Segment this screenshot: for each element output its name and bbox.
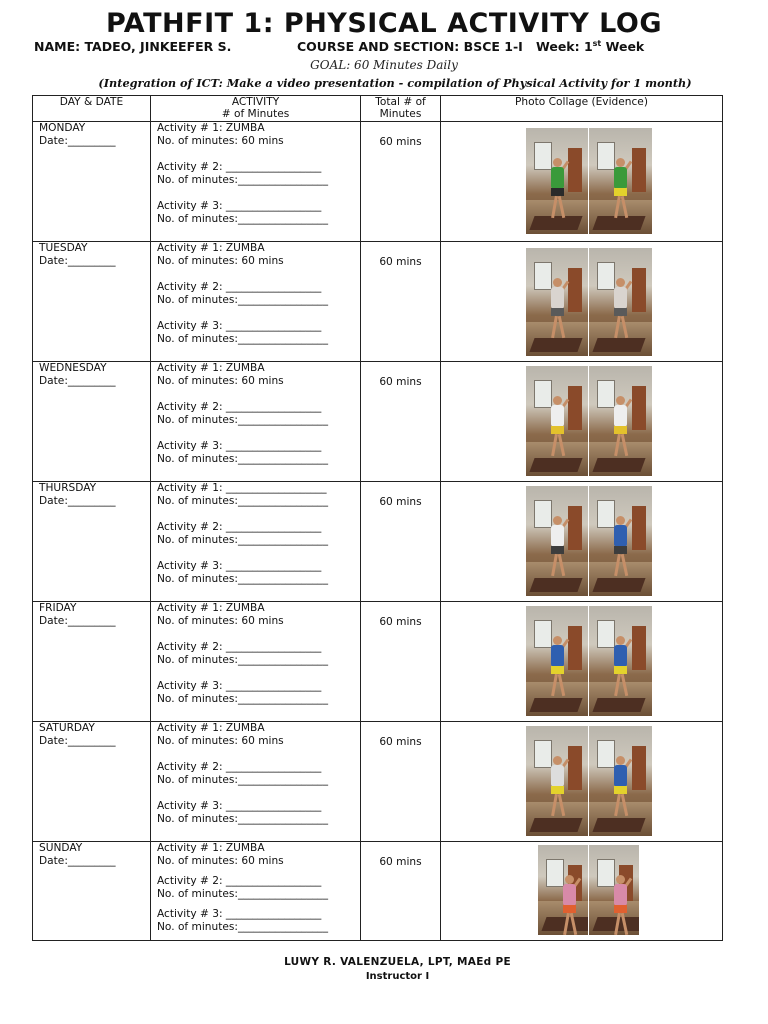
person-shorts bbox=[614, 308, 627, 316]
header-day-date: DAY & DATE bbox=[33, 96, 151, 122]
person-shorts bbox=[551, 666, 564, 674]
activity-1: Activity # 1: ZUMBA bbox=[157, 242, 265, 254]
window-shape bbox=[597, 620, 615, 648]
instructor-role: Instructor I bbox=[365, 971, 430, 982]
total-minutes-cell: 60 mins bbox=[361, 482, 441, 602]
total-minutes-cell: 60 mins bbox=[361, 842, 441, 941]
person-shirt bbox=[563, 884, 576, 906]
minutes-3: No. of minutes:_________________ bbox=[157, 813, 329, 825]
door-shape bbox=[632, 626, 646, 670]
person-head bbox=[553, 396, 562, 405]
photo-collage-cell bbox=[441, 722, 723, 842]
week-ordinal: st bbox=[592, 39, 602, 48]
door-shape bbox=[632, 506, 646, 550]
activity-2: Activity # 2: __________________ bbox=[157, 401, 322, 413]
activity-cell bbox=[151, 362, 361, 482]
activity-1: Activity # 1: ___________________ bbox=[157, 482, 327, 494]
window-shape bbox=[534, 620, 552, 648]
header-photo-collage: Photo Collage (Evidence) bbox=[441, 96, 723, 122]
window-shape bbox=[534, 500, 552, 528]
minutes-2: No. of minutes:_________________ bbox=[157, 774, 329, 786]
person-head bbox=[616, 158, 625, 167]
activity-3: Activity # 3: __________________ bbox=[157, 908, 322, 920]
activity-3: Activity # 3: __________________ bbox=[157, 320, 322, 332]
minutes-3: No. of minutes:_________________ bbox=[157, 693, 329, 705]
person-shirt bbox=[551, 167, 564, 189]
door-shape bbox=[568, 506, 582, 550]
rug-shape bbox=[529, 216, 582, 230]
photo-collage-cell bbox=[441, 362, 723, 482]
window-shape bbox=[597, 142, 615, 170]
window-shape bbox=[534, 142, 552, 170]
activity-cell bbox=[151, 602, 361, 722]
evidence-photo bbox=[526, 366, 588, 476]
day-name: FRIDAY bbox=[39, 602, 77, 614]
door-shape bbox=[568, 746, 582, 790]
minutes-1: No. of minutes: 60 mins bbox=[157, 135, 284, 147]
photo-collage bbox=[526, 486, 652, 596]
course-section: COURSE AND SECTION: BSCE 1-I bbox=[297, 39, 523, 54]
evidence-photo bbox=[589, 726, 652, 836]
door-shape bbox=[568, 268, 582, 312]
table-row bbox=[33, 242, 723, 362]
date-field: Date:_________ bbox=[39, 255, 116, 267]
week-number: Week: 1 bbox=[536, 39, 593, 55]
person-head bbox=[616, 278, 625, 287]
activity-3: Activity # 3: __________________ bbox=[157, 680, 322, 692]
day-cell bbox=[33, 602, 151, 722]
minutes-2: No. of minutes:_________________ bbox=[157, 534, 329, 546]
person-shirt bbox=[551, 645, 564, 667]
person-shirt bbox=[614, 525, 627, 547]
person-head bbox=[616, 396, 625, 405]
minutes-1: No. of minutes: 60 mins bbox=[157, 855, 284, 867]
person-head bbox=[616, 516, 625, 525]
evidence-photo bbox=[589, 486, 652, 596]
door-shape bbox=[568, 386, 582, 430]
goal-text: GOAL: 60 Minutes Daily bbox=[310, 58, 458, 72]
photo-collage-cell bbox=[441, 122, 723, 242]
minutes-1: No. of minutes: 60 mins bbox=[157, 375, 284, 387]
evidence-photo bbox=[589, 128, 652, 234]
person-shirt bbox=[551, 287, 564, 309]
person-shorts bbox=[551, 188, 564, 196]
activity-2: Activity # 2: __________________ bbox=[157, 281, 322, 293]
rug-shape bbox=[529, 458, 582, 472]
person-shirt bbox=[614, 765, 627, 787]
activity-2: Activity # 2: __________________ bbox=[157, 875, 322, 887]
minutes-2: No. of minutes:_________________ bbox=[157, 414, 329, 426]
window-shape bbox=[597, 859, 615, 887]
photo-collage bbox=[526, 248, 652, 356]
table-row bbox=[33, 842, 723, 941]
activity-1: Activity # 1: ZUMBA bbox=[157, 362, 265, 374]
activity-3: Activity # 3: __________________ bbox=[157, 800, 322, 812]
person-shorts bbox=[614, 546, 627, 554]
total-minutes-cell: 60 mins bbox=[361, 242, 441, 362]
evidence-photo bbox=[526, 606, 588, 716]
person-head bbox=[616, 756, 625, 765]
total-minutes-cell: 60 mins bbox=[361, 362, 441, 482]
day-cell bbox=[33, 242, 151, 362]
rug-shape bbox=[592, 698, 645, 712]
rug-shape bbox=[592, 216, 645, 230]
rug-shape bbox=[592, 338, 645, 352]
activity-1: Activity # 1: ZUMBA bbox=[157, 722, 265, 734]
minutes-3: No. of minutes:_________________ bbox=[157, 333, 329, 345]
activity-2: Activity # 2: __________________ bbox=[157, 161, 322, 173]
minutes-3: No. of minutes:_________________ bbox=[157, 921, 329, 933]
person-shorts bbox=[551, 786, 564, 794]
minutes-1: No. of minutes:_________________ bbox=[157, 495, 329, 507]
activity-2: Activity # 2: __________________ bbox=[157, 641, 322, 653]
date-field: Date:_________ bbox=[39, 375, 116, 387]
header-activity bbox=[151, 96, 361, 122]
date-field: Date:_________ bbox=[39, 855, 116, 867]
header-total-minutes bbox=[361, 96, 441, 122]
header-activity-line2: # of Minutes bbox=[221, 108, 290, 120]
window-shape bbox=[534, 262, 552, 290]
rug-shape bbox=[529, 578, 582, 592]
day-cell bbox=[33, 362, 151, 482]
rug-shape bbox=[529, 818, 582, 832]
activity-cell bbox=[151, 482, 361, 602]
window-shape bbox=[534, 380, 552, 408]
total-minutes-cell: 60 mins bbox=[361, 122, 441, 242]
person-shorts bbox=[614, 666, 627, 674]
day-name: MONDAY bbox=[39, 122, 86, 134]
person-shorts bbox=[551, 426, 564, 434]
date-field: Date:_________ bbox=[39, 735, 116, 747]
evidence-photo bbox=[589, 248, 652, 356]
table-header-row bbox=[33, 96, 723, 122]
minutes-2: No. of minutes:_________________ bbox=[157, 174, 329, 186]
rug-shape bbox=[592, 578, 645, 592]
table-row bbox=[33, 602, 723, 722]
evidence-photo bbox=[526, 726, 588, 836]
person-head bbox=[553, 278, 562, 287]
day-name: TUESDAY bbox=[39, 242, 88, 254]
door-shape bbox=[632, 148, 646, 192]
photo-collage bbox=[526, 128, 652, 234]
total-minutes-cell: 60 mins bbox=[361, 602, 441, 722]
door-shape bbox=[568, 626, 582, 670]
activity-2: Activity # 2: __________________ bbox=[157, 761, 322, 773]
minutes-1: No. of minutes: 60 mins bbox=[157, 735, 284, 747]
person-shorts bbox=[614, 426, 627, 434]
header-total-line1: Total # of bbox=[375, 96, 426, 108]
photo-collage-cell bbox=[441, 602, 723, 722]
day-cell bbox=[33, 842, 151, 941]
student-name: NAME: TADEO, JINKEEFER S. bbox=[34, 39, 232, 54]
week-suffix: Week bbox=[601, 39, 645, 55]
window-shape bbox=[534, 740, 552, 768]
total-minutes-cell: 60 mins bbox=[361, 722, 441, 842]
door-shape bbox=[632, 746, 646, 790]
header-activity-line1: ACTIVITY bbox=[231, 96, 280, 108]
window-shape bbox=[597, 500, 615, 528]
date-field: Date:_________ bbox=[39, 135, 116, 147]
activity-1: Activity # 1: ZUMBA bbox=[157, 122, 265, 134]
evidence-photo bbox=[589, 606, 652, 716]
person-head bbox=[553, 516, 562, 525]
person-head bbox=[616, 875, 625, 884]
person-head bbox=[553, 158, 562, 167]
activity-3: Activity # 3: __________________ bbox=[157, 200, 322, 212]
photo-collage bbox=[538, 845, 639, 935]
student-info bbox=[34, 39, 734, 57]
table-row bbox=[33, 122, 723, 242]
minutes-1: No. of minutes: 60 mins bbox=[157, 615, 284, 627]
evidence-photo bbox=[589, 366, 652, 476]
activity-cell bbox=[151, 122, 361, 242]
day-name: SATURDAY bbox=[39, 722, 95, 734]
window-shape bbox=[597, 262, 615, 290]
person-shirt bbox=[551, 405, 564, 427]
integration-note: (Integration of ICT: Make a video presentation - compilation of Physical Activity for 1 month) bbox=[98, 76, 692, 90]
person-shirt bbox=[614, 884, 627, 906]
activity-cell bbox=[151, 842, 361, 941]
evidence-photo bbox=[526, 248, 588, 356]
person-shirt bbox=[614, 645, 627, 667]
person-head bbox=[553, 636, 562, 645]
minutes-2: No. of minutes:_________________ bbox=[157, 888, 329, 900]
window-shape bbox=[597, 380, 615, 408]
evidence-photo bbox=[526, 128, 588, 234]
photo-collage bbox=[526, 606, 652, 716]
day-name: WEDNESDAY bbox=[39, 362, 107, 374]
person-shorts bbox=[551, 308, 564, 316]
photo-collage-cell bbox=[441, 842, 723, 941]
rug-shape bbox=[592, 458, 645, 472]
person-shorts bbox=[614, 905, 627, 913]
instructor-name: LUWY R. VALENZUELA, LPT, MAEd PE bbox=[284, 956, 511, 968]
person-shorts bbox=[614, 188, 627, 196]
activity-1: Activity # 1: ZUMBA bbox=[157, 842, 265, 854]
photo-collage-cell bbox=[441, 482, 723, 602]
minutes-3: No. of minutes:_________________ bbox=[157, 213, 329, 225]
minutes-3: No. of minutes:_________________ bbox=[157, 453, 329, 465]
evidence-photo bbox=[526, 486, 588, 596]
door-shape bbox=[632, 268, 646, 312]
photo-collage bbox=[526, 726, 652, 836]
person-shorts bbox=[614, 786, 627, 794]
person-head bbox=[616, 636, 625, 645]
date-field: Date:_________ bbox=[39, 495, 116, 507]
photo-collage bbox=[526, 366, 652, 476]
day-name: THURSDAY bbox=[39, 482, 97, 494]
minutes-1: No. of minutes: 60 mins bbox=[157, 255, 284, 267]
person-head bbox=[553, 756, 562, 765]
day-cell bbox=[33, 722, 151, 842]
day-cell bbox=[33, 122, 151, 242]
rug-shape bbox=[592, 818, 645, 832]
person-shirt bbox=[551, 765, 564, 787]
person-shirt bbox=[551, 525, 564, 547]
door-shape bbox=[632, 386, 646, 430]
window-shape bbox=[597, 740, 615, 768]
day-cell bbox=[33, 482, 151, 602]
rug-shape bbox=[529, 698, 582, 712]
activity-1: Activity # 1: ZUMBA bbox=[157, 602, 265, 614]
person-shirt bbox=[614, 287, 627, 309]
activity-cell bbox=[151, 722, 361, 842]
person-head bbox=[565, 875, 574, 884]
evidence-photo bbox=[589, 845, 639, 935]
evidence-photo bbox=[538, 845, 588, 935]
table-row bbox=[33, 722, 723, 842]
minutes-3: No. of minutes:_________________ bbox=[157, 573, 329, 585]
table-row bbox=[33, 482, 723, 602]
minutes-2: No. of minutes:_________________ bbox=[157, 654, 329, 666]
person-shirt bbox=[614, 167, 627, 189]
person-shorts bbox=[563, 905, 576, 913]
activity-cell bbox=[151, 242, 361, 362]
door-shape bbox=[568, 148, 582, 192]
minutes-2: No. of minutes:_________________ bbox=[157, 294, 329, 306]
window-shape bbox=[546, 859, 564, 887]
person-shirt bbox=[614, 405, 627, 427]
date-field: Date:_________ bbox=[39, 615, 116, 627]
activity-2: Activity # 2: __________________ bbox=[157, 521, 322, 533]
page-title: PATHFIT 1: PHYSICAL ACTIVITY LOG bbox=[106, 8, 662, 39]
rug-shape bbox=[529, 338, 582, 352]
week-label bbox=[536, 39, 644, 54]
activity-3: Activity # 3: __________________ bbox=[157, 560, 322, 572]
photo-collage-cell bbox=[441, 242, 723, 362]
table-row bbox=[33, 362, 723, 482]
person-shorts bbox=[551, 546, 564, 554]
activity-3: Activity # 3: __________________ bbox=[157, 440, 322, 452]
header-total-line2: Minutes bbox=[379, 108, 422, 120]
day-name: SUNDAY bbox=[39, 842, 83, 854]
activity-log-table bbox=[32, 95, 723, 941]
